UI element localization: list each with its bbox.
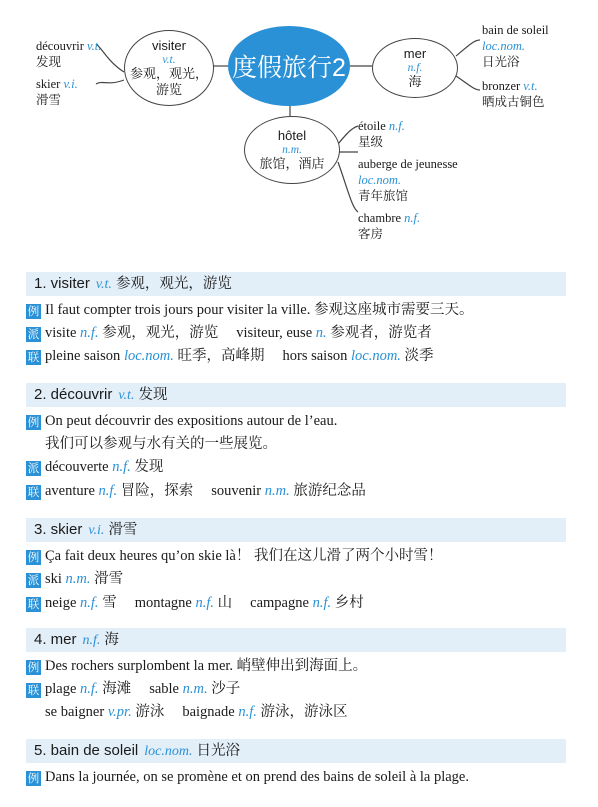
entry-word: sable [149, 681, 179, 697]
entry-meaning: 旅游纪念品 [293, 483, 366, 499]
mindmap-title: 度假旅行2 [228, 26, 350, 106]
entry-meaning: 旺季，高峰期 [177, 348, 265, 364]
entry-pos: loc.nom. [350, 348, 401, 364]
entry-word: visiteur, euse [236, 325, 313, 341]
entry-word: se baigner [45, 704, 105, 720]
related-tag: 联 [27, 485, 40, 499]
entry-word: découverte [45, 459, 109, 475]
section-heading [26, 518, 566, 542]
related-line [26, 481, 366, 501]
heading-word: 1. visiter [34, 275, 90, 292]
example-line [26, 411, 337, 431]
heading-word: 2. découvrir [34, 386, 113, 403]
entry-meaning: 冒险，探索 [120, 483, 194, 499]
leaf-meaning: 发现 [36, 55, 62, 69]
mindmap-leaf-bain-de-soleil [482, 22, 549, 70]
mindmap-bubble-mer [372, 38, 458, 98]
leaf-meaning: 青年旅馆 [358, 189, 409, 203]
leaf-word: chambre [358, 211, 402, 225]
mindmap-bubble-visiter [124, 30, 214, 106]
related-tag: 联 [27, 597, 40, 611]
entry-meaning: 游泳，游泳区 [260, 704, 348, 720]
entry-meaning: 淡季 [404, 348, 434, 364]
leaf-pos: n.f. [388, 119, 405, 133]
example-line [26, 546, 442, 566]
heading-meaning: 参观，观光，游览 [115, 276, 232, 292]
leaf-word: étoile [358, 119, 386, 133]
bubble-pos: n.m. [282, 144, 302, 156]
derived-tag: 派 [27, 573, 40, 587]
leaf-pos: loc.nom. [358, 173, 402, 187]
mindmap-leaf-etoile [358, 118, 405, 150]
entry-meaning: 游泳 [135, 704, 165, 720]
heading-pos: loc.nom. [144, 744, 193, 759]
section-heading [26, 739, 566, 763]
heading-pos: n.f. [82, 633, 101, 648]
heading-word: 3. skier [34, 521, 83, 538]
heading-meaning: 海 [104, 632, 119, 648]
example-text: Ça fait deux heures qu’on skie là！ 我们在这儿滑了两个小时雪！ [45, 548, 443, 564]
leaf-meaning: 星级 [358, 135, 384, 149]
bubble-meaning: 参观，观光， [129, 66, 208, 81]
related-line-continued [45, 702, 347, 722]
bubble-meaning: 游览 [155, 82, 182, 97]
bubble-word: visiter [152, 38, 186, 53]
leaf-meaning: 晒成古铜色 [482, 95, 545, 109]
example-translation: 我们可以参观与水有关的一些展览。 [45, 436, 277, 452]
mindmap-leaf-auberge [358, 156, 458, 204]
heading-word: 4. mer [34, 631, 77, 648]
entry-pos: n.f. [80, 681, 99, 697]
mindmap-leaf-chambre [358, 210, 420, 242]
leaf-pos: v.i. [63, 77, 78, 91]
example-tag: 例 [27, 660, 40, 674]
entry-meaning: 沙子 [211, 681, 241, 697]
entry-word: neige [45, 595, 77, 611]
related-tag: 联 [27, 683, 40, 697]
mindmap-leaf-bronzer [482, 78, 545, 110]
example-line [26, 300, 474, 320]
entry-meaning: 滑雪 [94, 571, 124, 587]
bubble-pos: v.t. [162, 54, 176, 66]
entry-word: souvenir [211, 483, 262, 499]
entry-word: campagne [250, 595, 309, 611]
heading-meaning: 滑雪 [108, 522, 138, 538]
leaf-word: bronzer [482, 79, 521, 93]
entry-meaning: 山 [217, 595, 233, 611]
related-tag: 联 [27, 350, 40, 364]
entry-meaning: 参观，观光，游览 [102, 325, 219, 341]
entry-pos: v.pr. [107, 704, 132, 720]
entry-pos: n.f. [195, 595, 215, 611]
example-tag: 例 [27, 415, 40, 429]
entry-word: baignade [182, 704, 235, 720]
leaf-meaning: 客房 [358, 227, 384, 241]
mindmap-bubble-hotel [244, 116, 340, 184]
bubble-meaning: 海 [408, 74, 422, 89]
example-text: On peut découvrir des expositions autour de l’eau. [45, 413, 338, 429]
entry-word: pleine saison [45, 348, 121, 364]
entry-meaning: 发现 [134, 459, 164, 475]
entry-meaning: 乡村 [334, 595, 364, 611]
leaf-word: auberge de jeunesse [358, 157, 458, 171]
leaf-word: skier [36, 77, 61, 91]
section-heading [26, 272, 566, 296]
leaf-pos: n.f. [404, 211, 421, 225]
entry-meaning: 参观者，游览者 [330, 325, 432, 341]
derived-line [26, 323, 432, 343]
leaf-word: bain de soleil [482, 23, 549, 37]
mindmap-leaf-skier [36, 76, 78, 108]
mindmap-leaf-decouvrir [36, 38, 101, 70]
entry-word: plage [45, 681, 77, 697]
leaf-meaning: 滑雪 [36, 93, 62, 107]
heading-word: 5. bain de soleil [34, 742, 139, 759]
derived-tag: 派 [27, 461, 40, 475]
entry-meaning: 海滩 [102, 681, 132, 697]
bubble-word: mer [403, 46, 427, 61]
entry-word: montagne [134, 595, 192, 611]
bubble-meaning: 旅馆，酒店 [259, 156, 325, 171]
bubble-word: hôtel [277, 128, 307, 143]
leaf-pos: v.t. [523, 79, 538, 93]
entry-pos: n.f. [80, 595, 99, 611]
related-line [26, 593, 364, 613]
entry-pos: n.m. [182, 681, 208, 697]
entry-word: hors saison [282, 348, 348, 364]
entry-pos: n.f. [80, 325, 99, 341]
entry-pos: n.f. [312, 595, 332, 611]
example-tag: 例 [27, 304, 40, 318]
example-tag: 例 [27, 550, 40, 564]
related-line [26, 679, 240, 699]
leaf-pos: loc.nom. [482, 39, 526, 53]
heading-meaning: 发现 [138, 387, 168, 403]
derived-line [26, 569, 123, 589]
leaf-word: découvrir [36, 39, 84, 53]
derived-line [26, 457, 163, 477]
entry-pos: n. [315, 325, 327, 341]
example-tag: 例 [27, 771, 40, 785]
heading-pos: v.t. [95, 277, 112, 292]
entry-word: ski [45, 571, 62, 587]
entry-pos: n.f. [112, 459, 131, 475]
derived-tag: 派 [27, 327, 40, 341]
example-text: Dans la journée, on se promène et on prend des bains de soleil à la plage. [45, 769, 469, 785]
entry-pos: n.m. [65, 571, 91, 587]
entry-word: aventure [45, 483, 95, 499]
heading-pos: v.t. [118, 388, 135, 403]
entry-pos: n.m. [264, 483, 290, 499]
heading-pos: v.i. [88, 523, 105, 538]
example-line [26, 767, 469, 787]
section-heading [26, 383, 566, 407]
bubble-pos: n.f. [407, 62, 423, 74]
entry-pos: loc.nom. [123, 348, 174, 364]
example-line [26, 656, 367, 676]
heading-meaning: 日光浴 [196, 743, 240, 759]
entry-meaning: 雪 [102, 595, 117, 611]
related-line [26, 346, 434, 366]
entry-pos: n.f. [98, 483, 118, 499]
leaf-meaning: 日光浴 [482, 55, 520, 69]
example-text: Il faut compter trois jours pour visiter la ville. 参观这座城市需要三天。 [45, 302, 474, 318]
entry-pos: n.f. [238, 704, 257, 720]
entry-word: visite [45, 325, 77, 341]
section-heading [26, 628, 566, 652]
leaf-pos: v.t. [87, 39, 102, 53]
example-text: Des rochers surplombent la mer. 峭壁伸出到海面上。 [45, 658, 368, 674]
